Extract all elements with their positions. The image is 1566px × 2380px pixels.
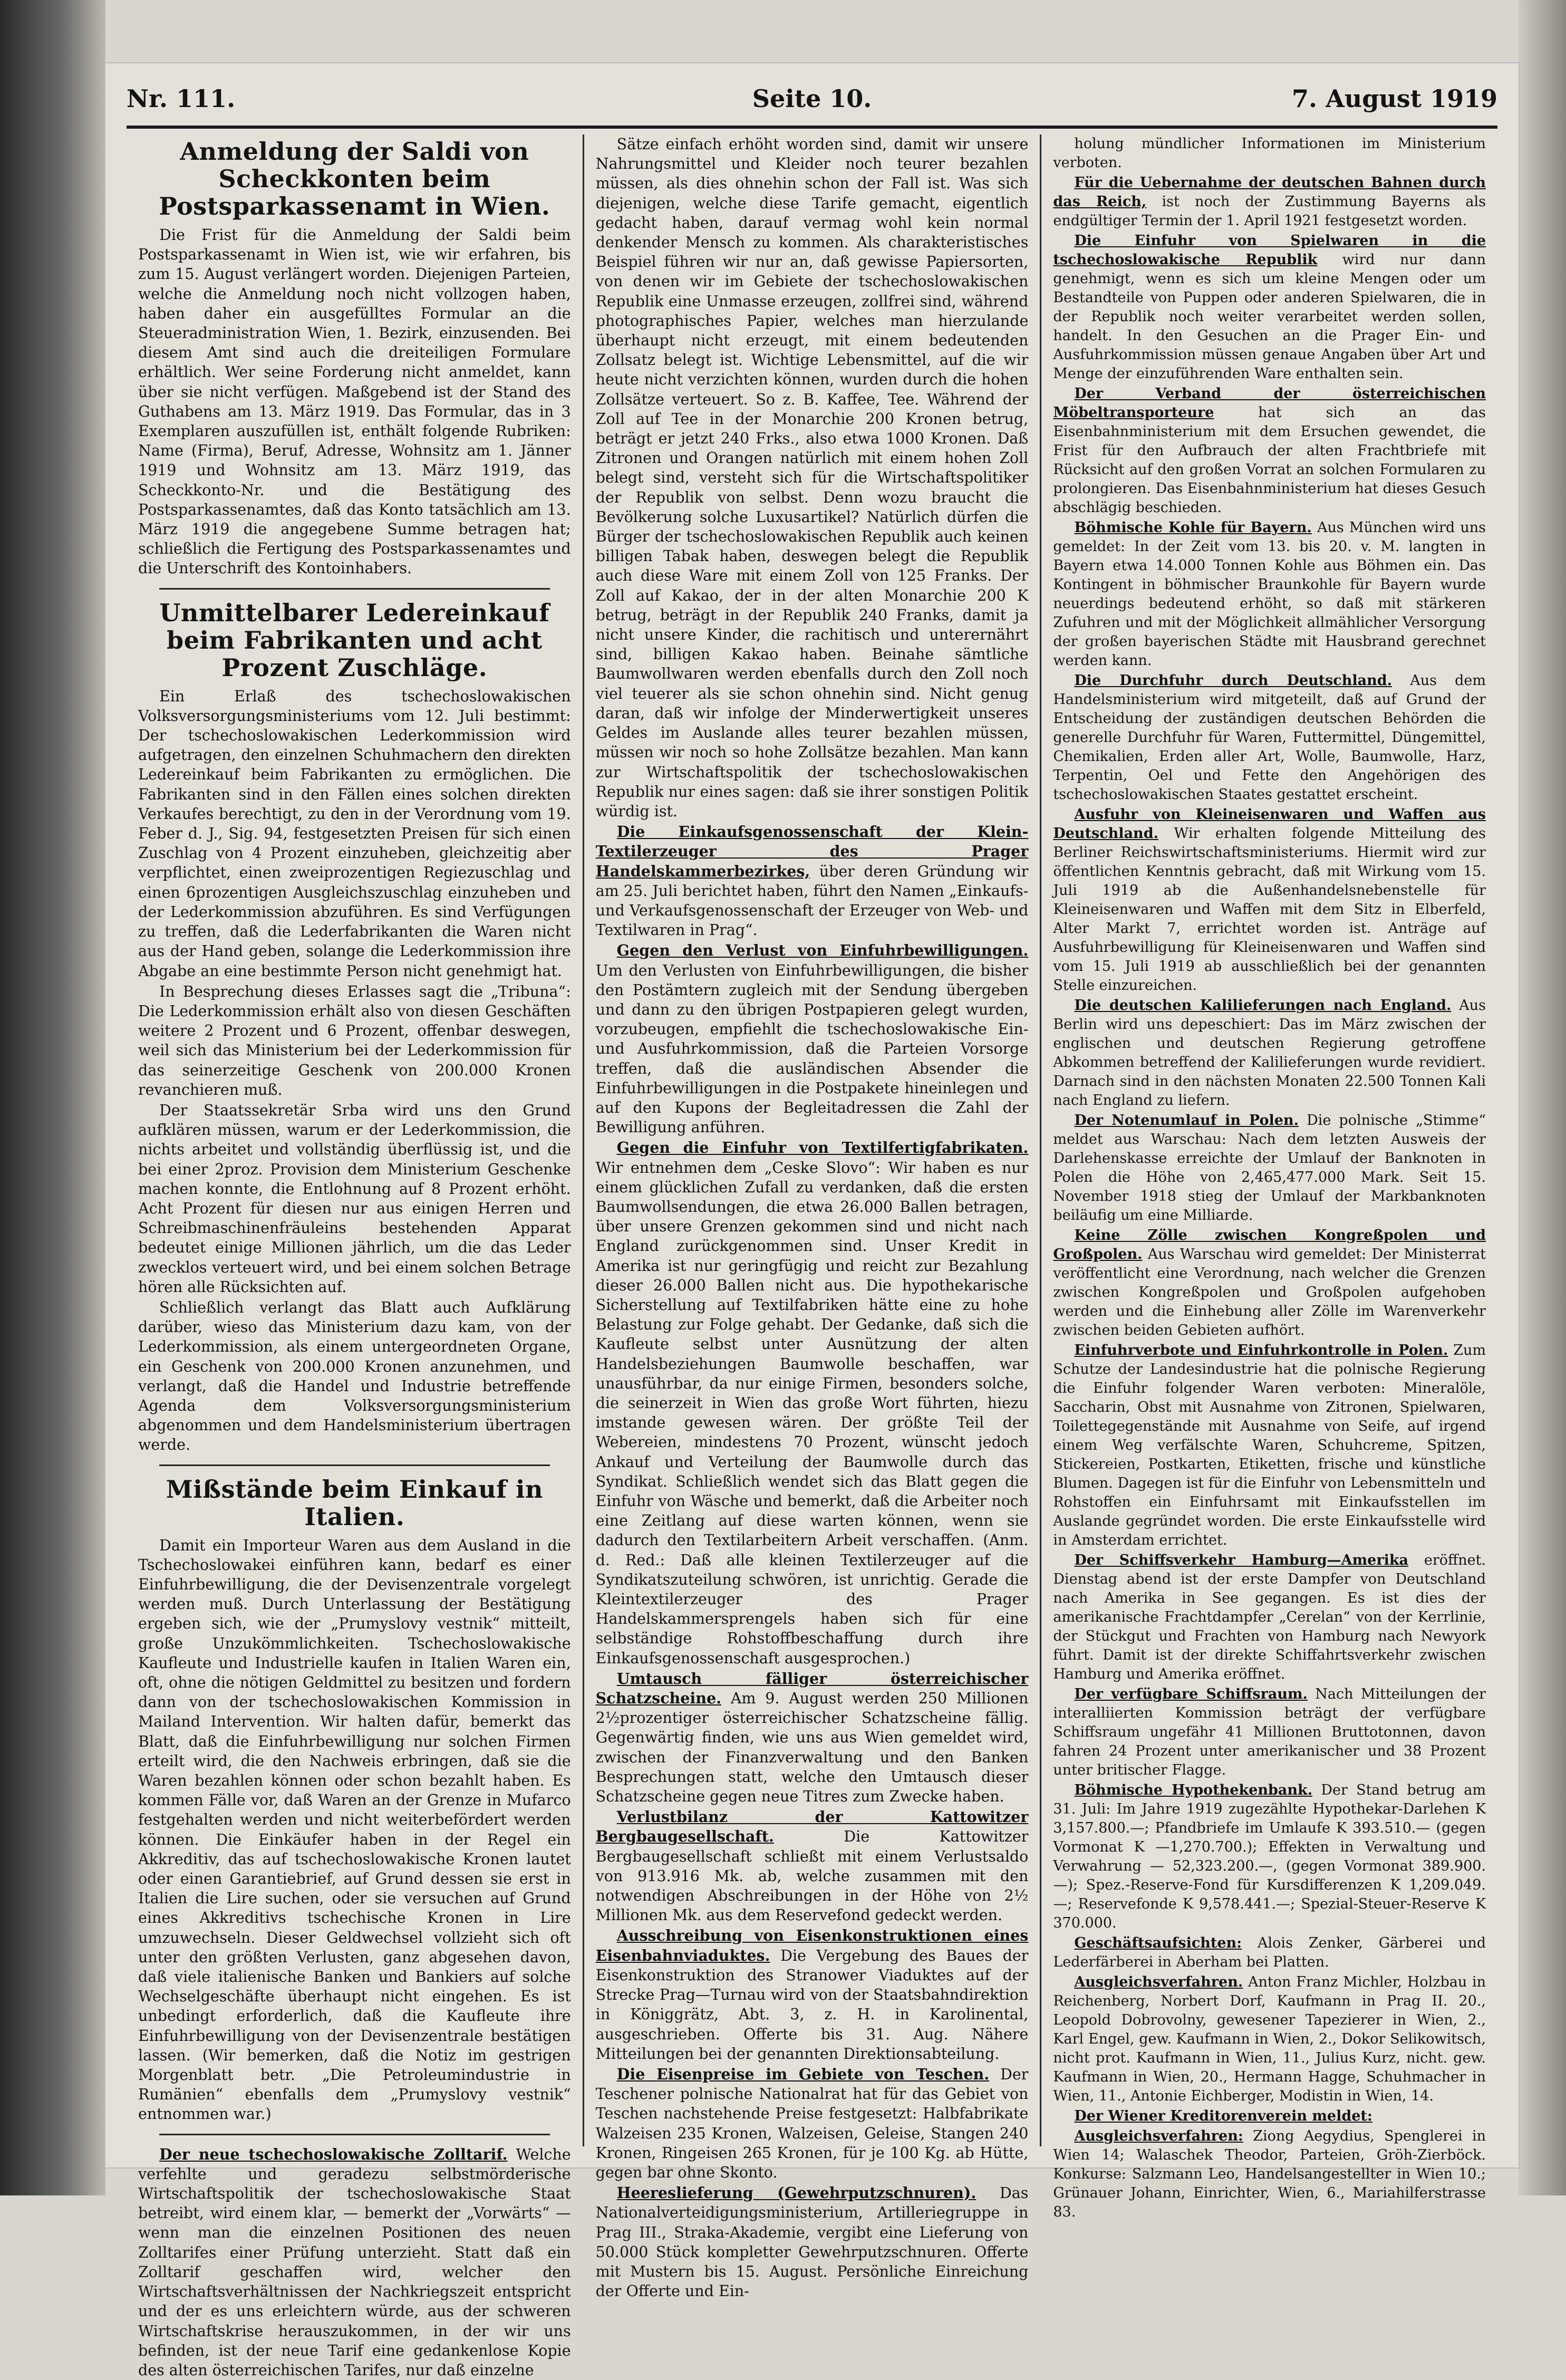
subheading-zolltarif: Der neue tschechoslowakische Zolltarif.	[159, 2145, 508, 2163]
subheading: Für die Uebernahme der deutschen Bahnen durch das Reich,	[1053, 175, 1486, 210]
subheading: Gegen den Verlust von Einfuhrbewilligungen.	[616, 941, 1029, 960]
columns	[127, 134, 1497, 2379]
divider	[159, 1464, 550, 1466]
article-text: Zum Schutze der Landesindustrie hat die polnische Regierung die Einfuhr folgender Waren verboten: Mineralöle, Saccharin, Obst mit Ausnahme von Zitronen, Spielwaren, Toilettegegenstände mit Ausnahme von Seife, auf irgend einem Weg verfälschte Waren, Schuhcreme, Spitzen, Stickereien, Postkarten, Etiketten, frische und künstliche Blumen. Dagegen ist für die Einfuhr von Lebensmitteln und Rohstoffen ein Einfuhrsamt mit Einkaufsstellen im Auslande gegründet worden. Die erste Einkaufsstelle wird in Amsterdam errichtet.	[1053, 1342, 1486, 1548]
issue-number: Nr. 111.	[127, 84, 236, 113]
column-2	[584, 134, 1042, 2300]
article-text: wird nur dann genehmigt, wenn es sich um kleine Mengen oder um Bestandteile von Puppen oder anderen Spielwaren, die in der Republik noch weiter verarbeitet werden sollen, handelt. In den Gesuchen an die Prager Ein- und Ausfuhrkommission müssen genaue Angaben über Art und Menge der einzuführenden Ware enthalten sein.	[1053, 252, 1486, 382]
subheading: Umtausch fälliger österreichischer Schatzscheine.	[595, 1669, 1029, 1708]
article-text: Schließlich verlangt das Blatt auch Aufklärung darüber, wieso das Ministerium dazu kam, von der Lederkommission, als einem untergeordneten Organe, ein Geschenk von 200.000 Kronen anzunehmen, und verlangt, daß die Handel und Industrie betreffende Agenda dem Volksversorgungsministerium abgenommen und dem Handelsministerium übertragen werde.	[138, 1298, 571, 1454]
article-text: Nach Mitteilungen der interalliierten Kommission beträgt der verfügbare Schiffsraum ungefähr 41 Millionen Bruttotonnen, davon fahren 24 Prozent unter amerikanischer und 38 Prozent unter britischer Flagge.	[1053, 1686, 1486, 1778]
column-1	[127, 134, 584, 2379]
article-text: Am 9. August werden 250 Millionen 2½prozentiger österreichischer Schatzscheine fällig. Gegenwärtig finden, wie uns aus Wien gemeldet wird, zwischen der Finanzverwaltung und den Banken Besprechungen statt, welche den Umtausch dieser Schatzscheine gegen neue Titres zum Zwecke haben.	[595, 1690, 1029, 1806]
article-text: Die polnische „Stimme“ meldet aus Warschau: Nach dem letzten Ausweis der Darlehenskasse erreichte der Umlauf der Banknoten in Polen die Höhe von 2,465,477.000 Mark. Seit 15. November 1918 stieg der Umlauf der Markbanknoten beiläufig um eine Milliarde.	[1053, 1112, 1486, 1223]
article-text: Der Stand betrug am 31. Juli: Im Jahre 1919 zugezählte Hypothekar-Darlehen K 3,157.800.—; Pfandbriefe im Umlaufe K 393.510.— (gegen Vormonat K —1,270.700.); Effekten in Verwaltung und Verwahrung — 52,323.200.—, (gegen Vormonat 389.900.—); Spez.-Reserve-Fond für Kursdifferenzen K 1,209.049.—; Reservefonde K 9,578.441.—; Spezial-Steuer-Reserve K 370.000.	[1053, 1782, 1486, 1931]
article-text: Alois Zenker, Gärberei und Lederfärberei in Aberham bei Platten.	[1053, 1935, 1486, 1970]
subheading: Der Wiener Kreditorenverein meldet:	[1074, 2108, 1372, 2124]
subheading: Böhmische Kohle für Bayern.	[1074, 519, 1312, 536]
article-text: Wir entnehmen dem „Ceske Slovo“: Wir haben es nur einem glücklichen Zufall zu verdanken, daß die ersten Baumwollsendungen, die etwa 26.000 Ballen betragen, über unsere Grenzen gekommen sind und nicht nach England zurückgenommen sind. Unser Kredit in Amerika ist nur geringfügig und reicht zur Bezahlung dieser 26.000 Ballen nicht aus. Die hypothekarische Sicherstellung auf Textilfabriken hätte eine zu hohe Belastung zur Folge gehabt. Der Gedanke, daß sich die Kaufleute selbst unter Ausnützung der alten Handelsbeziehungen Baumwolle beschaffen, war unausführbar, da nur einige Firmen, besonders solche, die seinerzeit in Wien das große Wort führten, hiezu imstande gewesen wären. Der größte Teil der Webereien, mindestens 70 Prozent, wünscht jedoch Ankauf und Verteilung der Baumwolle durch das Syndikat. Schließlich wendet sich das Blatt gegen die Einfuhr von Wäsche und bemerkt, daß die Arbeiter noch eine Zeitlang auf diese warten können, wenn sie dadurch den Textilarbeitern Arbeit verschaffen. (Anm. d. Red.: Daß alle kleinen Textilerzeuger auf die Syndikatszuteilung schwören, ist unrichtig. Gerade die Kleintextilerzeuger des Prager Handelskammersprengels haben sich für eine selbständige Rohstoffbeschaffung durch ihre Einkaufsgenossenschaft ausgesprochen.)	[595, 1159, 1029, 1667]
subheading: Der Schiffsverkehr Hamburg—Amerika	[1074, 1552, 1409, 1568]
divider	[159, 2134, 550, 2135]
article-text: ist noch der Zustimmung Bayerns als endgültiger Termin der 1. April 1921 festgesetzt worden.	[1053, 194, 1486, 229]
newspaper-page	[105, 63, 1519, 2379]
page-header	[127, 78, 1497, 129]
subheading: Keine Zölle zwischen Kongreßpolen und Großpolen.	[1053, 1227, 1486, 1263]
subheading: Der verfügbare Schiffsraum.	[1074, 1686, 1308, 1702]
article-text: Ziong Aegydius, Spenglerei in Wien 14; Walaschek Theodor, Parteien, Gröh-Zierböck. Konkurse: Salzmann Leo, Handelsangestellter in Wien 10.; Grünauer Johann, Einrichter, Wien, 6., Mariahilferstrasse 83.	[1053, 2128, 1486, 2220]
subheading: Gegen die Einfuhr von Textilfertigfabrikaten.	[616, 1139, 1029, 1157]
subheading: Ausgleichsverfahren:	[1074, 2128, 1243, 2144]
article-text: holung mündlicher Informationen im Ministerium verboten.	[1053, 136, 1486, 171]
article-text: Aus München wird uns gemeldet: In der Zeit vom 13. bis 20. v. M. langten in Bayern etwa 14.000 Tonnen Kohle aus Böhmen ein. Das Kontingent in böhmischer Braunkohle für Bayern wurde neuerdings bedeutend erhöht, so daß mit stärkeren Zufuhren und mit der Möglichkeit allmählicher Versorgung der großen bayerischen Städte mit Hausbrand gerechnet werden kann.	[1053, 519, 1486, 669]
subheading: Die deutschen Kalilieferungen nach England.	[1074, 997, 1452, 1014]
subheading: Die Einkaufsgenossenschaft der Klein-Textilerzeuger des Prager Handelskammerbezirkes,	[595, 823, 1029, 880]
subheading: Ausgleichsverfahren.	[1074, 1974, 1243, 1990]
subheading: Heereslieferung (Gewehrputzschnuren).	[616, 2184, 977, 2202]
article-text: Wir erhalten folgende Mitteilung des Berliner Reichswirtschaftsministeriums. Hiermit wird zur öffentlichen Kenntnis gebracht, daß mit Wirkung vom 15. Juli 1919 ab die Außenhandelsnebenstelle für Kleineisenwaren und Waffen mit dem Sitz in Elberfeld, Alter Markt 7, errichtet worden ist. Anträge auf Ausfuhrbewilligung für Kleineisenwaren und Waffen sind vom 15. Juli 1919 ab ausschließlich bei der genannten Stelle einzureichen.	[1053, 825, 1486, 994]
article-text: Die Frist für die Anmeldung der Saldi beim Postsparkassenamt in Wien ist, wie wir erfahren, bis zum 15. August verlängert worden. Diejenigen Parteien, welche die Anmeldung noch nicht vollzogen haben, haben daher ein ausgefülltes Formular an die Steueradministration Wien, 1. Bezirk, einzusenden. Bei diesem Amt sind auch die dreiteiligen Formulare erhältlich. Wer seine Forderung nicht anmeldet, kann über sie nicht verfügen. Maßgebend ist der Stand des Guthabens am 13. März 1919. Das Formular, das in 3 Exemplaren auszufüllen ist, enthält folgende Rubriken: Name (Firma), Beruf, Adresse, Wohnsitz am 1. Jänner 1919 und Wohnsitz am 13. März 1919, das Scheckkonto-Nr. und die Bestätigung des Postsparkassenamtes, daß das Konto tatsächlich am 13. März 1919 die angegebene Summe betragen hat; schließlich die Fertigung des Postsparkassenamtes und die Unterschrift des Kontoinhabers.	[138, 226, 571, 577]
article-text: Aus Warschau wird gemeldet: Der Ministerrat veröffentlicht eine Verordnung, nach welcher die Grenzen zwischen Kongreßpolen und Großpolen aufgehoben werden und die Einhebung aller Zölle im Warenverkehr zwischen beiden Gebieten aufhört.	[1053, 1246, 1486, 1338]
article-text: Aus dem Handelsministerium wird mitgeteilt, daß auf Grund der Entscheidung der zuständigen deutschen Behörden die generelle Durchfuhr für Waren, Futtermittel, Düngemittel, Chemikalien, Erden aller Art, Wolle, Baumwolle, Harz, Terpentin, Oel und Fette den Angehörigen des tschechoslowakischen Staates gestattet erscheint.	[1053, 672, 1486, 803]
headline-leder: Unmittelbarer Ledereinkauf beim Fabrikanten und acht Prozent Zuschläge.	[159, 598, 550, 682]
article-text: Welche verfehlte und geradezu selbstmörderische Wirtschaftspolitik der tschechoslowakische Staat betreibt, wird einem klar, — bemerkt der „Vorwärts“ — wenn man die einzelnen Positionen des neuen Zolltarifes einer Prüfung unterzieht. Statt daß ein Zolltarif geschaffen wird, welcher den Wirtschaftsverhältnissen der Nachkriegszeit entspricht und der es uns erleichtern würde, aus der schweren Wirtschaftskrise herauszukommen, in der wir uns befinden, ist der neue Tarif eine gedankenlose Kopie des alten österreichischen Tarifes, nur daß einzelne	[138, 2145, 571, 2379]
article-text: eröffnet. Dienstag abend ist der erste Dampfer von Deutschland nach Amerika in See gegangen. Es ist dies der amerikanische Frachtdampfer „Cerelan“ von der Kerrlinie, der Stückgut und Frachten von Hamburg nach Newyork führt. Damit ist der direkte Schiffahrtsverkehr zwischen Hamburg und Amerika eröffnet.	[1053, 1552, 1486, 1682]
article-text: In Besprechung dieses Erlasses sagt die „Tribuna“: Die Lederkommission erhält also von diesen Geschäften weitere 2 Prozent und 6 Prozent, offenbar deswegen, weil sich das Ministerium bei der Lederkommission für das seinerzeitige Geschenk von 200.000 Kronen revanchieren muß.	[138, 982, 571, 1099]
page-number: Seite 10.	[752, 84, 872, 113]
article-text: Damit ein Importeur Waren aus dem Ausland in die Tschechoslowakei einführen kann, bedarf es einer Einfuhrbewilligung, die der Devisenzentrale vorgelegt werden muß. Durch Unterlassung der Bestätigung ergeben sich, wie der „Prumyslovy vestnik“ mitteilt, große Unzukömmlichkeiten. Tschechoslowakische Kaufleute und Industrielle kaufen in Italien Waren ein, oft, ohne die nötigen Geldmittel zu besitzen und fordern dann von der tschechoslowakischen Kommission in Mailand Intervention. Wir halten dafür, bemerkt das Blatt, daß die Einfuhrbewilligung nur solchen Firmen erteilt wird, die den Nachweis erbringen, daß sie die Waren bezahlen können oder schon bezahlt haben. Es kommen Fälle vor, daß Waren an der Grenze in Mufarco festgehalten werden und nicht weiterbefördert werden können. Die Einkäufer haben in der Regel ein Akkreditiv, das auf tschechoslowakische Kronen lautet oder einen Garantiebrief, auf Grund dessen sie erst in Italien die Lire suchen, oder sie versuchen auf Grund eines Akkreditivs tschechische Kronen in Lire umzuwechseln. Dieser Geldwechsel vollzieht sich oft unter den größten Verlusten, ganz abgesehen davon, daß viele italienische Banken und Bankiers auf solche Wechselgeschäfte überhaupt nicht eingehen. Es ist unbedingt erforderlich, daß die Kaufleute ihre Einfuhrbewilligung von der Devisenzentrale bestätigen lassen. (Wir bemerken, daß die Notiz im gestrigen Morgenblatt betr. „Die Petroleumindustrie in Rumänien“ ebenfalls dem „Prumyslovy vestnik“ entnommen war.)	[138, 1536, 571, 2123]
article-text: Ein Erlaß des tschechoslowakischen Volksversorgungsministeriums vom 12. Juli bestimmt: Der tschechoslowakischen Lederkommission wird aufgetragen, den einzelnen Schuhmachern den direkten Ledereinkauf beim Fabrikanten zu ermöglichen. Die Fabrikanten sind in den Fällen eines solchen direkten Verkaufes berechtigt, zu den in der Verordnung vom 19. Feber d. J., Sig. 94, festgesetzten Preisen für sich einen Zuschlag von 4 Prozent einzuheben, gleichzeitig aber verpflichtet, einen zweiprozentigen Regiezuschlag und einen 6prozentigen Ausgleichszuschlag einzuheben und der Lederkommission abzuführen. Es sind Verfügungen zu treffen, daß die Lederfabrikanten die Waren nicht aus der Hand geben, solange die Lederkommission ihre Abgabe an eine bestimmte Person nicht genehmigt hat.	[138, 687, 571, 980]
scan-shadow-right	[1519, 0, 1566, 2195]
scan-shadow-left	[0, 0, 105, 2195]
subheading: Ausfuhr von Kleineisenwaren und Waffen aus Deutschland.	[1053, 806, 1486, 842]
column-3	[1041, 134, 1497, 2220]
article-text: Die Vergebung des Baues der Eisenkonstruktion des Stranower Viaduktes auf der Strecke Prag—Turnau wird von der Staatsbahndirektion in Königgrätz, Abt. 3, z. H. in Karolinental, ausgeschrieben. Offerte bis 31. Aug. Nähere Mitteilungen bei der genannten Direktionsabteilung.	[595, 1947, 1029, 2063]
subheading: Die Einfuhr von Spielwaren in die tschechoslowakische Republik	[1053, 233, 1486, 268]
subheading: Geschäftsaufsichten:	[1074, 1935, 1242, 1951]
article-text: Um den Verlusten von Einfuhrbewilligungen, die bisher den Postämtern zugleich mit der Sendung übergeben und dann zu den übrigen Postpapieren gelegt wurden, vorzubeugen, empfiehlt die tschechoslowakische Ein- und Ausfuhrkommission, daß die Parteien Vorsorge treffen, daß die ausländischen Absender die Einfuhrbewilligungen in die Postpakete hineinlegen und auf den Kupons der Begleitadressen die Zahl der Bewilligung anführen.	[595, 961, 1029, 1136]
subheading: Böhmische Hypothekenbank.	[1074, 1782, 1313, 1798]
subheading: Der Notenumlauf in Polen.	[1074, 1112, 1299, 1129]
issue-date: 7. August 1919	[1292, 84, 1497, 113]
article-text: Sätze einfach erhöht worden sind, damit wir unsere Nahrungsmittel und Kleider noch teurer bezahlen müssen, als dies ohnehin schon der Fall ist. Was sich diejenigen, welche diese Tarife gemacht, eigentlich gedacht haben, darauf vermag wohl kein normal denkender Mensch zu kommen. Als charakteristisches Beispiel führen wir nur an, daß gewisse Papiersorten, von denen wir im Gebiete der tschechoslowakischen Republik eine Unmasse erzeugen, zollfrei sind, während photographisches Papier, welches man hierzulande überhaupt nicht erzeugt, mit einem bedeutenden Zollsatz belegt ist. Wichtige Lebensmittel, auf die wir heute nicht verzichten können, wurden durch die hohen Zollsätze verteuert. So z. B. Kaffee, Tee. Während der Zoll auf Tee in der Monarchie 200 Kronen betrug, beträgt er jetzt 240 Frks., also etwa 1000 Kronen. Daß Zitronen und Orangen natürlich mit einem hohen Zoll belegt sind, versteht sich für die Wirtschaftspolitiker der Republik von selbst. Denn wozu braucht die Bevölkerung solche Luxusartikel? Natürlich dürfen die Bürger der tschechoslowakischen Republik auch keinen billigen Tabak haben, deswegen belegt die Republik auch diese Ware mit einem Zoll von 125 Franks. Der Zoll auf Kakao, der in der alten Monarchie 200 K betrug, beträgt in der Republik 240 Franks, damit ja nicht unsere Kinder, die rachitisch und unterernährt sind, billigen Kakao haben. Beinahe sämtliche Baumwollwaren werden ebenfalls durch den Zoll noch viel teuerer als sie schon ohnehin sind. Nicht genug daran, daß wir infolge der Minderwertigkeit unseres Geldes im Auslande alles teurer bezahlen müssen, müssen wir noch so hohe Zollsätze bezahlen. Man kann zur Wirtschaftspolitik der tschechoslowakischen Republik nur eines sagen: daß sie ihrer sonstigen Politik würdig ist.	[595, 136, 1029, 820]
article-text: über deren Gründung wir am 25. Juli berichtet haben, führt den Namen „Einkaufs- und Verkaufsgenossenschaft der Erzeuger von Web- und Textilwaren in Prag“.	[595, 862, 1029, 939]
subheading: Die Eisenpreise im Gebiete von Teschen.	[616, 2065, 990, 2083]
article-text: Der Staatssekretär Srba wird uns den Grund aufklären müssen, warum er der Lederkommission, die nichts arbeitet und vollständig überflüssig ist, und die bei einer 2proz. Provision dem Ministerium Geschenke machen konnte, die Entlohnung auf 8 Prozent erhöht. Acht Prozent für diesen nur aus einigen Herren und Schreibmaschinenfräuleins bestehenden Apparat bedeutet einige Millionen jährlich, um die das Leder zwecklos verteuert wird, und bei einem solchen Betrage hören alle Rücksichten auf.	[138, 1101, 571, 1296]
headline-italien: Mißstände beim Einkauf in Italien.	[166, 1475, 543, 1531]
article-text: Das Nationalverteidigungsministerium, Artilleriegruppe in Prag III., Straka-Akademie, vergibt eine Lieferung von 50.000 Stück kompletter Gewehrputzschnuren. Offerte mit Mustern bis 15. August. Persönliche Einreichung der Offerte und Ein-	[595, 2184, 1029, 2300]
headline-saldi: Anmeldung der Saldi von Scheckkonten beim Postsparkassenamt in Wien.	[159, 137, 550, 220]
divider	[159, 588, 550, 590]
article-text: Anton Franz Michler, Holzbau in Reichenberg, Norbert Dorf, Kaufmann in Prag II. 20., Leopold Dobrovolny, gewesener Tapezierer in Wien, 2., Karl Engel, gew. Kaufmann in Wien, 2., Dokor Selikowitsch, nicht prot. Kaufmann in Wien, 11., Julius Kurz, nicht. gew. Kaufmann in Wien, 20., Hermann Hagge, Schuhmacher in Wien, 11., Antonie Eichberger, Modistin in Wien, 14.	[1053, 1974, 1486, 2104]
article-text: Aus Berlin wird uns depeschiert: Das im März zwischen der englischen und deutschen Regierung getroffene Abkommen betreffend der Kalilieferungen wurde revidiert. Darnach sind in den nächsten Monaten 22.500 Tonnen Kali nach England zu liefern.	[1053, 997, 1486, 1109]
subheading: Einfuhrverbote und Einfuhrkontrolle in Polen.	[1074, 1342, 1448, 1358]
subheading: Der Verband der österreichischen Möbeltransporteure	[1053, 386, 1486, 421]
article-text: Der Teschener polnische Nationalrat hat für das Gebiet von Teschen nachstehende Preise festgesetzt: Halbfabrikate Walzeisen 235 Kronen, Walzeisen, Geleise, Stangen 240 Kronen, Ringeisen 265 Kronen, für je 100 Kg. ab Hütte, gegen bar ohne Skonto.	[595, 2065, 1029, 2181]
article-text: Die Kattowitzer Bergbaugesellschaft schließt mit einem Verlustsaldo von 913.916 Mk. ab, welche zusammen mit den notwendigen Abschreibungen in der Höhe von 2½ Millionen Mk. aus dem Reservefond gedeckt werden.	[595, 1828, 1029, 1924]
article-text: hat sich an das Eisenbahnministerium mit dem Ersuchen gewendet, die Frist für den Aufbrauch der alten Frachtbriefe mit Rücksicht auf den großen Vorrat an solchen Formularen zu prolongieren. Das Eisenbahnministerium hat dieses Gesuch abschlägig beschieden.	[1053, 404, 1486, 516]
subheading: Ausschreibung von Eisenkonstruktionen eines Eisenbahnviaduktes.	[595, 1926, 1029, 1964]
subheading: Verlustbilanz der Kattowitzer Bergbaugesellschaft.	[595, 1808, 1029, 1846]
subheading: Die Durchfuhr durch Deutschland.	[1074, 672, 1393, 689]
